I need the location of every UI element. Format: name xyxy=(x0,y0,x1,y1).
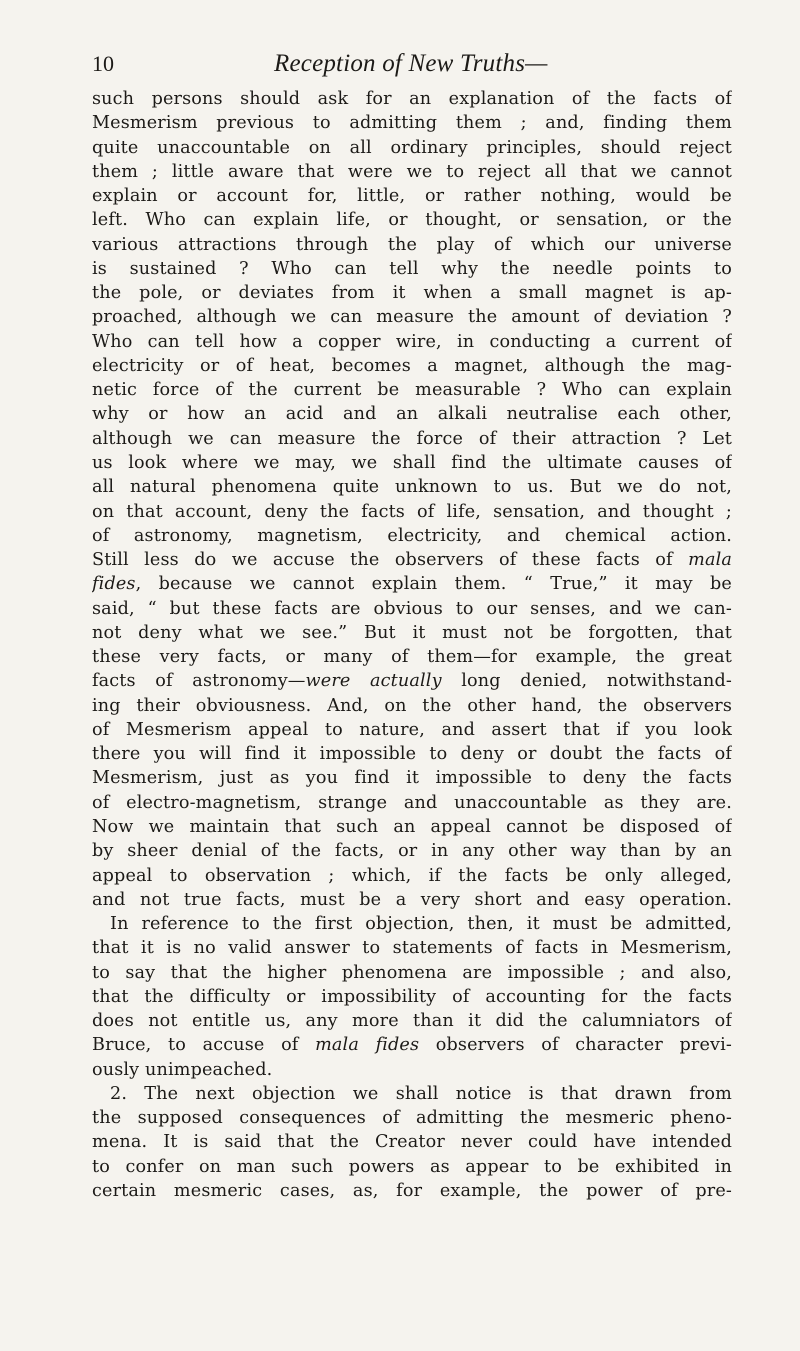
text-line: Bruce, to accuse of mala fides observers of character previ- xyxy=(92,1035,732,1056)
text-line: and not true facts, must be a very short and easy operation. xyxy=(92,889,732,910)
text-line: certain mesmeric cases, as, for example, the power of pre- xyxy=(92,1180,732,1201)
page-number: 10 xyxy=(92,51,114,76)
text-line: electricity or of heat, becomes a magnet, although the mag- xyxy=(92,355,732,376)
text-line: does not entitle us, any more than it did the calumniators of xyxy=(92,1011,732,1032)
text-line: ing their obviousness. And, on the other hand, the observers xyxy=(92,695,732,716)
text-line: Now we maintain that such an appeal cannot be disposed of xyxy=(92,816,732,837)
text-line: proached, although we can measure the amount of deviation ? xyxy=(92,307,732,328)
text-line: quite unaccountable on all ordinary principles, should reject xyxy=(92,137,732,158)
text-line: In reference to the first objection, then, it must be admitted, xyxy=(110,914,732,935)
text-line: of astronomy, magnetism, electricity, and chemical action. xyxy=(92,525,732,546)
text-line: is sustained ? Who can tell why the needle points to xyxy=(92,258,732,279)
text-line: explain or account for, little, or rather nothing, would be xyxy=(92,186,732,207)
text-line: why or how an acid and an alkali neutralise each other, xyxy=(92,404,732,425)
text-line: us look where we may, we shall find the ultimate causes of xyxy=(92,452,732,473)
text-line: facts of astronomy—were actually long denied, notwithstand- xyxy=(92,671,732,692)
text-line: 2. The next objection we shall notice is that drawn from xyxy=(110,1083,732,1104)
text-line: said, “ but these facts are obvious to our senses, and we can- xyxy=(92,598,732,619)
text-line: left. Who can explain life, or thought, or sensation, or the xyxy=(92,210,732,231)
running-title: Reception of New Truths— xyxy=(274,50,548,77)
text-line: although we can measure the force of their attraction ? Let xyxy=(92,428,732,449)
text-line: by sheer denial of the facts, or in any other way than by an xyxy=(92,841,732,862)
text-line: of Mesmerism appeal to nature, and assert that if you look xyxy=(92,719,732,740)
text-line: Mesmerism, just as you find it impossible to deny the facts xyxy=(92,768,732,789)
text-line: various attractions through the play of which our universe xyxy=(92,234,732,255)
text-line: that the difficulty or impossibility of accounting for the facts xyxy=(92,986,732,1007)
text-line: mena. It is said that the Creator never could have intended xyxy=(92,1132,732,1153)
text-line: the pole, or deviates from it when a small magnet is ap- xyxy=(92,283,732,304)
text-line: fides, because we cannot explain them. “ True,” it may be xyxy=(92,574,732,595)
text-line: appeal to observation ; which, if the facts be only alleged, xyxy=(92,865,732,886)
text-line: all natural phenomena quite unknown to us. But we do not, xyxy=(92,477,732,498)
text-line: them ; little aware that were we to reject all that we cannot xyxy=(92,161,732,182)
body-text xyxy=(92,87,732,1203)
text-line: to say that the higher phenomena are impossible ; and also, xyxy=(92,962,732,983)
text-line: Mesmerism previous to admitting them ; and, finding them xyxy=(92,113,732,134)
text-line: netic force of the current be measurable ? Who can explain xyxy=(92,380,732,401)
text-line: to confer on man such powers as appear to be exhibited in xyxy=(92,1156,732,1177)
text-line: that it is no valid answer to statements of facts in Mesmerism, xyxy=(92,938,732,959)
text-line: ously unimpeached. xyxy=(92,1059,273,1080)
text-line: the supposed consequences of admitting the mesmeric pheno- xyxy=(92,1108,732,1129)
text-line: of electro-magnetism, strange and unaccountable as they are. xyxy=(92,792,732,813)
running-head xyxy=(92,50,732,84)
text-line: not deny what we see.” But it must not be forgotten, that xyxy=(92,622,732,643)
text-line: such persons should ask for an explanation of the facts of xyxy=(92,89,732,109)
text-line: on that account, deny the facts of life, sensation, and thought ; xyxy=(92,501,732,522)
text-line: there you will find it impossible to deny or doubt the facts of xyxy=(92,744,732,765)
text-line: Still less do we accuse the observers of these facts of mala xyxy=(92,550,732,571)
text-line: these very facts, or many of them—for example, the great xyxy=(92,647,732,668)
text-line: Who can tell how a copper wire, in conducting a current of xyxy=(92,331,732,352)
